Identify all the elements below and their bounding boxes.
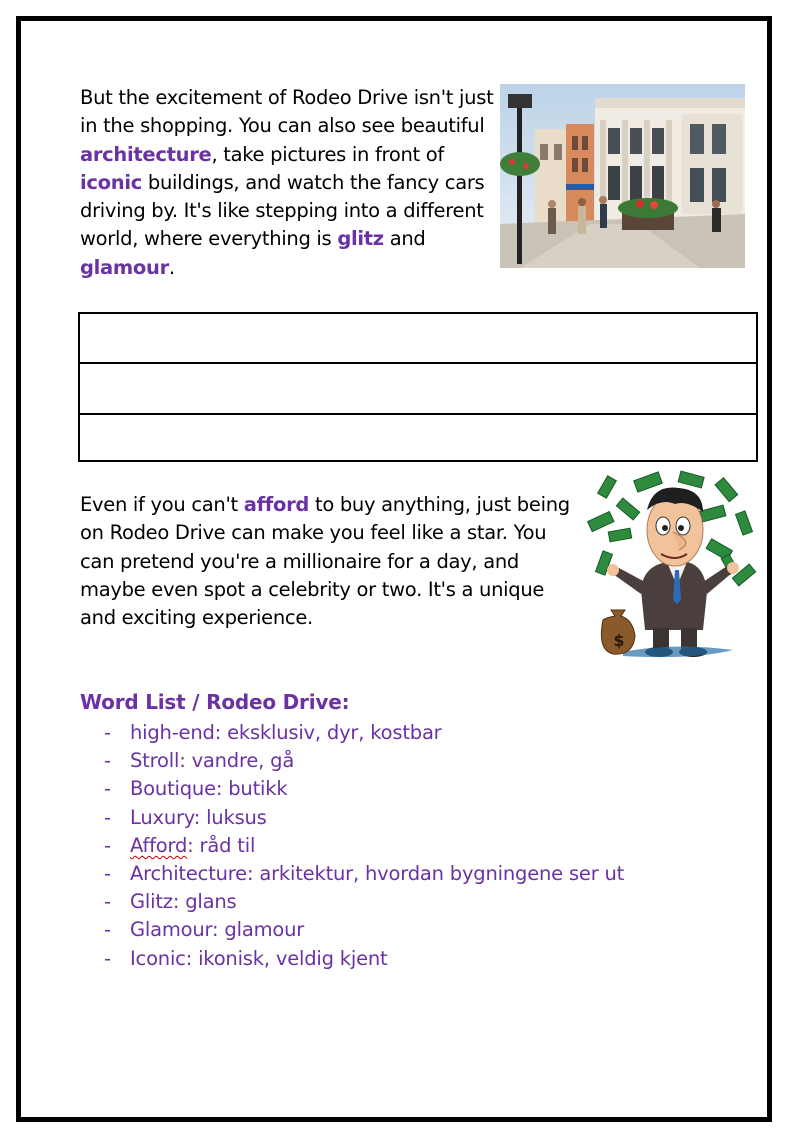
word-list-item: - Glitz: glans bbox=[104, 890, 237, 914]
keyword-glamour: glamour bbox=[80, 255, 169, 279]
word-list-item: - Luxury: luksus bbox=[104, 805, 267, 829]
keyword-glitz: glitz bbox=[337, 227, 384, 251]
rodeo-drive-photo bbox=[500, 84, 745, 268]
word-list-item: - Architecture: arkitektur, hvordan bygningene ser ut bbox=[104, 862, 625, 886]
word-list bbox=[104, 719, 624, 973]
keyword-afford: afford bbox=[243, 493, 310, 516]
keyword-architecture: architecture bbox=[80, 142, 212, 166]
writing-line-divider bbox=[80, 362, 756, 364]
word-list-item: - Stroll: vandre, gå bbox=[104, 749, 295, 773]
paragraph-shopping: But the excitement of Rodeo Drive isn't just in the shopping. You can also see beautiful architecture, take pictures in front of iconic buildings, and watch the fancy cars driving by. It's like stepping into a different world, where everything is glitz and glamour. bbox=[80, 86, 494, 279]
word-list-item: - Afford: råd til bbox=[104, 833, 256, 857]
paragraph-afford: Even if you can't afford to buy anything, just being on Rodeo Drive can make you feel like a star. You can pretend you're a millionaire for a day, and maybe even spot a celebrity or two. It's a unique and exciting experience. bbox=[80, 493, 570, 630]
word-list-item: - Glamour: glamour bbox=[104, 918, 305, 942]
word-list-item: - high-end: eksklusiv, dyr, kostbar bbox=[104, 721, 442, 744]
word-list-item: - Boutique: butikk bbox=[104, 777, 288, 801]
writing-lines-box[interactable] bbox=[78, 312, 758, 462]
word-list-item: - Iconic: ikonisk, veldig kjent bbox=[104, 946, 388, 970]
keyword-iconic: iconic bbox=[80, 170, 142, 194]
money-throwing-man-clipart bbox=[583, 470, 761, 660]
writing-line-divider bbox=[80, 413, 756, 415]
svg-text:$: $ bbox=[613, 631, 625, 650]
word-list-title: Word List / Rodeo Drive: bbox=[80, 690, 350, 714]
spellcheck-underlined-word[interactable]: Afford bbox=[130, 833, 188, 857]
